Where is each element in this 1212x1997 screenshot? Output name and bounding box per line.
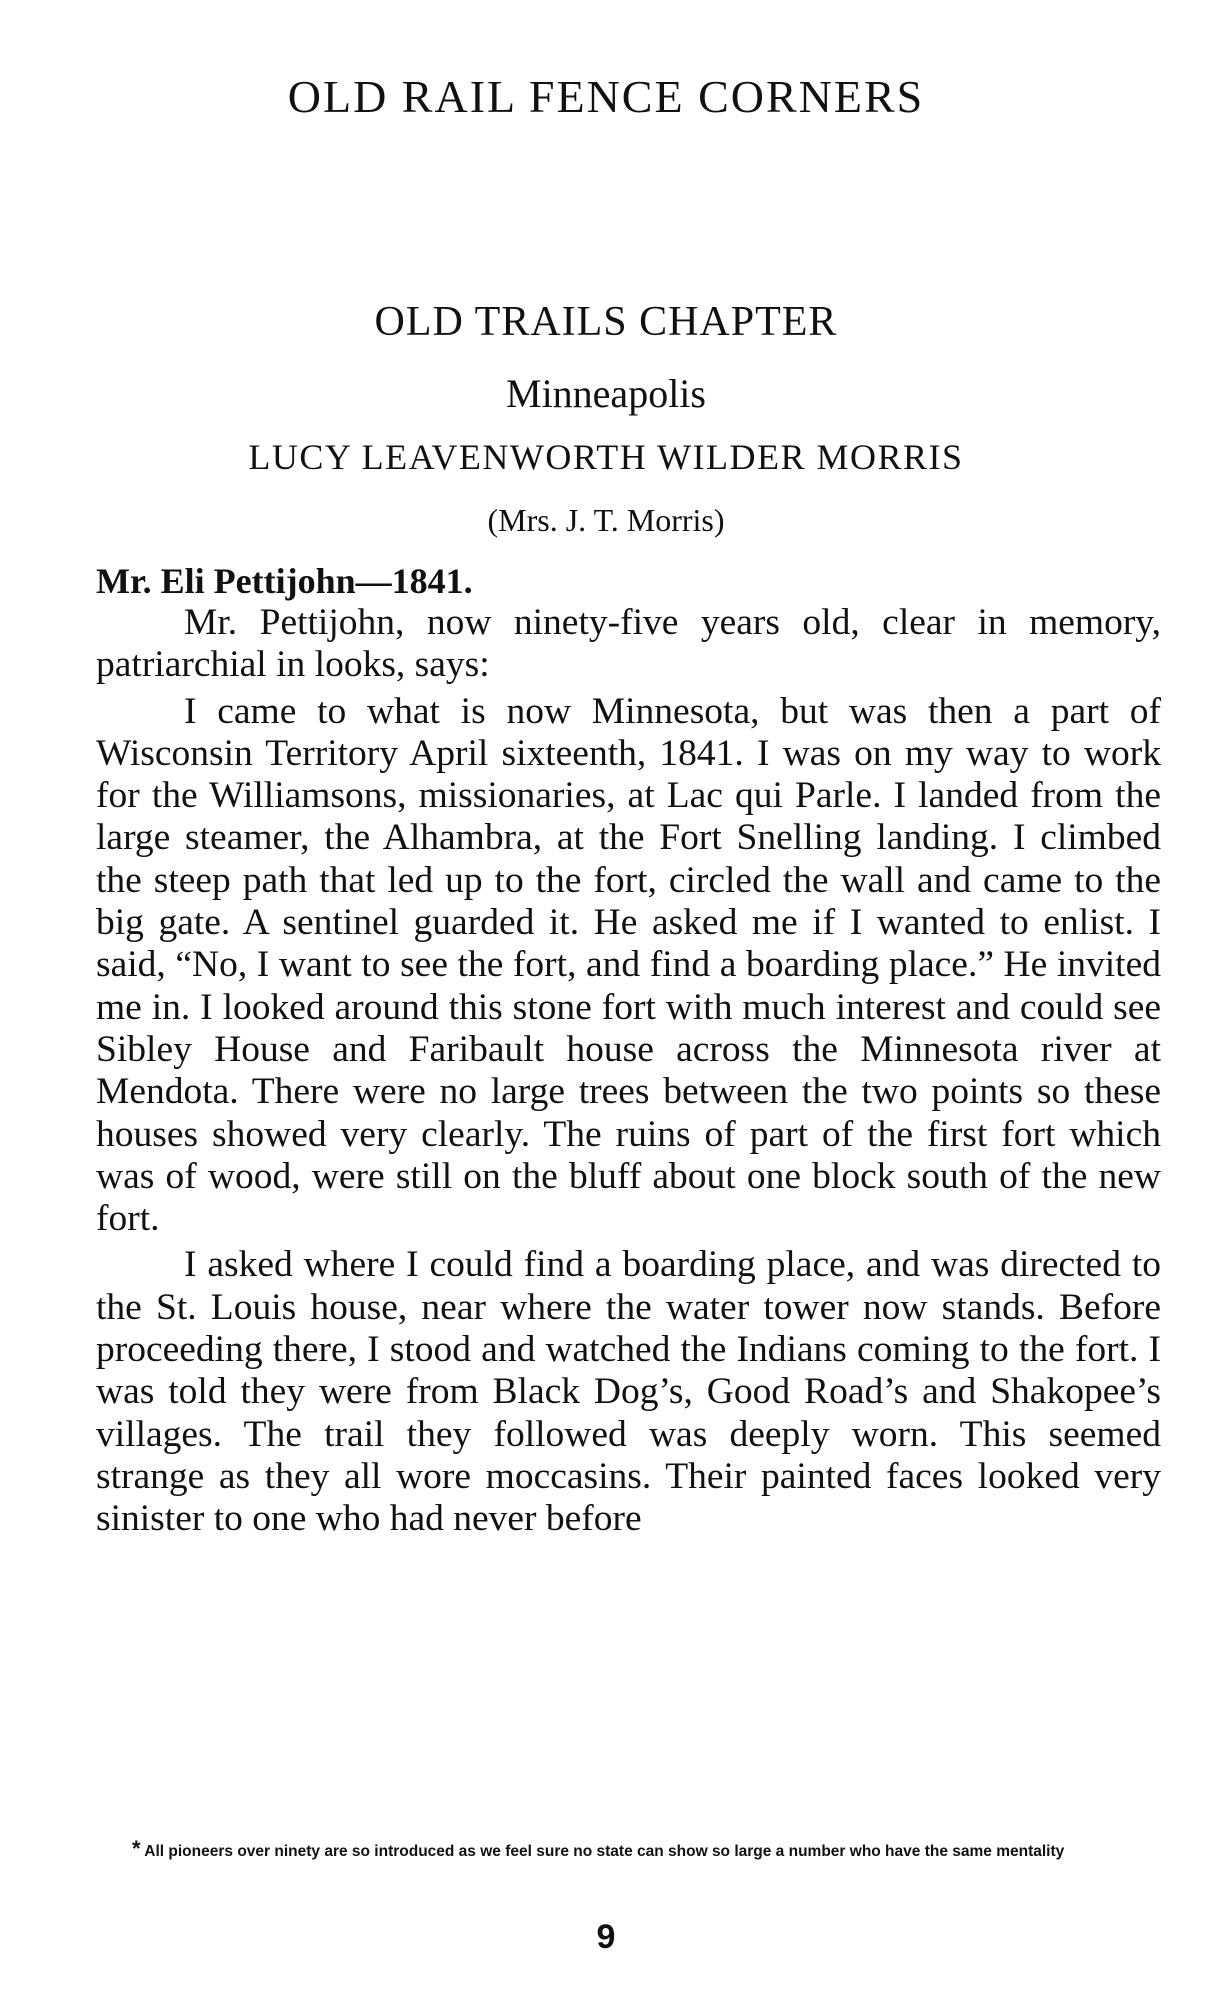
running-head: OLD RAIL FENCE CORNERS <box>287 71 925 122</box>
paragraph: Mr. Pettijohn, now ninety-five years old, clear in memory, patriarchial in looks, says: <box>96 602 1161 686</box>
paragraph: I asked where I could find a boarding place, and was directed to the St. Louis house, near where the water tower now stands. Before proceeding there, I stood and watched the Indians coming to the fort. I was told they were from Black Dog’s, Good Road’s and Shakopee’s villages. The trail they followed was deeply worn. This seemed strange as they all wore moccasins. Their painted faces looked very sinister to one who had never before <box>96 1244 1161 1540</box>
author-alt-name: (Mrs. J. T. Morris) <box>487 502 725 538</box>
paragraph: I came to what is now Minnesota, but was then a part of Wisconsin Territory April sixteenth, 1841. I was on my way to work for the Williamsons, missionaries, at Lac qui Parle. I landed from the large steamer, the Alhambra, at the Fort Snelling landing. I climbed the steep path that led up to the fort, circled the wall and came to the big gate. A sentinel guarded it. He asked me if I wanted to enlist. I said, “No, I want to see the fort, and find a boarding place.” He invited me in. I looked around this stone fort with much interest and could see Sibley House and Faribault house across the Minnesota river at Mendota. There were no large trees between the two points so these houses showed very clearly. The ruins of part of the first fort which was of wood, were still on the bluff about one block south of the new fort. <box>96 690 1161 1240</box>
section-body <box>96 560 1161 1541</box>
chapter-title: OLD TRAILS CHAPTER <box>374 299 838 345</box>
chapter-city: Minneapolis <box>506 371 706 416</box>
footnote-text: All pioneers over ninety are so introduced as we feel sure no state can show so large a number who have the same mentality <box>144 1843 1065 1860</box>
author-name: LUCY LEAVENWORTH WILDER MORRIS <box>248 437 964 477</box>
section-subhead: Mr. Eli Pettijohn—1841. <box>96 561 473 601</box>
page-number: 9 <box>596 1918 616 1956</box>
footnote-mark: * <box>132 1836 141 1861</box>
footnote <box>96 1838 1161 1863</box>
